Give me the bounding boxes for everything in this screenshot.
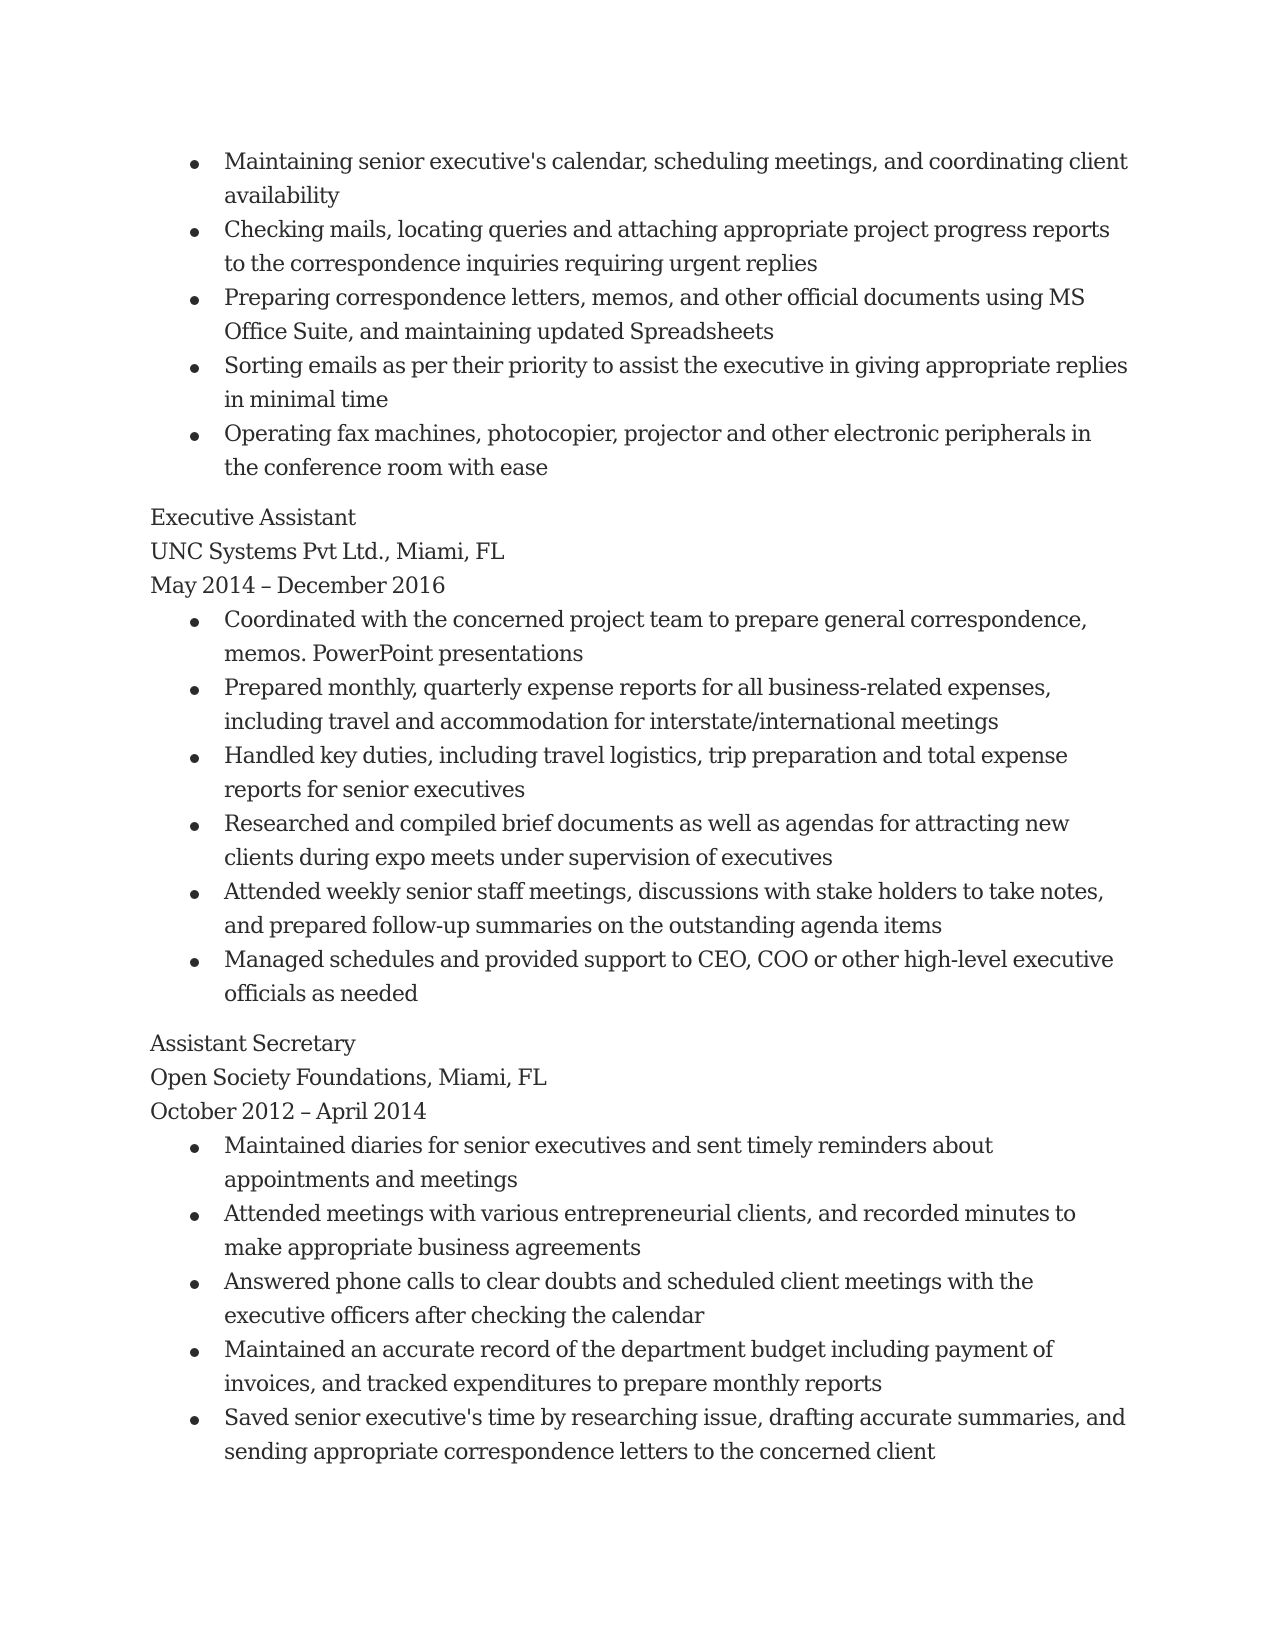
bullet-text: Managed schedules and provided support to CEO, COO or other high-level executive officials as needed: [224, 948, 1114, 1007]
intro-bullet-list: [150, 146, 1130, 486]
bullet-dot-icon: [190, 1212, 199, 1221]
bullet-item: [150, 944, 1130, 1012]
bullet-dot-icon: [190, 160, 199, 169]
job-title: Executive Assistant: [150, 506, 356, 531]
bullet-item: [150, 146, 1130, 214]
bullet-text: Researched and compiled brief documents as well as agendas for attracting new clients during expo meets under supervision of executives: [224, 812, 1070, 871]
bullet-item: [150, 1266, 1130, 1334]
bullet-text: Attended meetings with various entrepreneurial clients, and recorded minutes to make appropriate business agreements: [224, 1202, 1076, 1261]
bullet-item: [150, 1334, 1130, 1402]
bullet-dot-icon: [190, 1348, 199, 1357]
bullet-item: [150, 604, 1130, 672]
bullet-item: [150, 1402, 1130, 1470]
bullet-dot-icon: [190, 432, 199, 441]
bullet-dot-icon: [190, 1144, 199, 1153]
bullet-text: Handled key duties, including travel logistics, trip preparation and total expense reports for senior executives: [224, 744, 1068, 803]
bullet-text: Attended weekly senior staff meetings, discussions with stake holders to take notes, and prepared follow-up summaries on the outstanding agenda items: [224, 880, 1104, 939]
bullet-text: Maintained an accurate record of the department budget including payment of invoices, and tracked expenditures to prepare monthly reports: [224, 1338, 1053, 1397]
bullet-text: Preparing correspondence letters, memos, and other official documents using MS Office Suite, and maintaining updated Spreadsheets: [224, 286, 1085, 345]
bullet-text: Maintaining senior executive's calendar, scheduling meetings, and coordinating client availability: [224, 150, 1128, 209]
bullet-dot-icon: [190, 364, 199, 373]
bullet-text: Maintained diaries for senior executives and sent timely reminders about appointments and meetings: [224, 1134, 993, 1193]
job-entry-assistant-secretary: [150, 1028, 1130, 1470]
bullet-item: [150, 1130, 1130, 1198]
bullet-item: [150, 740, 1130, 808]
bullet-dot-icon: [190, 1280, 199, 1289]
bullet-item: [150, 876, 1130, 944]
job-company: UNC Systems Pvt Ltd., Miami, FL: [150, 540, 504, 565]
job-dates: May 2014 – December 2016: [150, 574, 446, 599]
bullet-dot-icon: [190, 686, 199, 695]
job-dates: October 2012 – April 2014: [150, 1100, 427, 1125]
job-bullet-list: [150, 1130, 1130, 1470]
resume-experience-section: [150, 146, 1130, 1470]
bullet-dot-icon: [190, 228, 199, 237]
bullet-dot-icon: [190, 822, 199, 831]
bullet-dot-icon: [190, 754, 199, 763]
bullet-item: [150, 1198, 1130, 1266]
bullet-item: [150, 808, 1130, 876]
bullet-item: [150, 282, 1130, 350]
bullet-item: [150, 350, 1130, 418]
bullet-dot-icon: [190, 890, 199, 899]
bullet-text: Answered phone calls to clear doubts and scheduled client meetings with the executive officers after checking the calendar: [224, 1270, 1034, 1329]
job-title: Assistant Secretary: [150, 1032, 356, 1057]
bullet-text: Prepared monthly, quarterly expense reports for all business-related expenses, including travel and accommodation for interstate/international meetings: [224, 676, 1052, 735]
bullet-dot-icon: [190, 958, 199, 967]
bullet-item: [150, 214, 1130, 282]
job-entry-executive-assistant: [150, 502, 1130, 1012]
bullet-text: Sorting emails as per their priority to assist the executive in giving appropriate replies in minimal time: [224, 354, 1128, 413]
job-bullet-list: [150, 604, 1130, 1012]
bullet-item: [150, 418, 1130, 486]
bullet-dot-icon: [190, 296, 199, 305]
bullet-dot-icon: [190, 618, 199, 627]
bullet-text: Operating fax machines, photocopier, projector and other electronic peripherals in the conference room with ease: [224, 422, 1092, 481]
bullet-text: Coordinated with the concerned project team to prepare general correspondence, memos. PowerPoint presentations: [224, 608, 1088, 667]
bullet-item: [150, 672, 1130, 740]
bullet-text: Saved senior executive's time by researching issue, drafting accurate summaries, and sending appropriate correspondence letters to the concerned client: [224, 1406, 1126, 1465]
bullet-text: Checking mails, locating queries and attaching appropriate project progress reports to the correspondence inquiries requiring urgent replies: [224, 218, 1110, 277]
job-company: Open Society Foundations, Miami, FL: [150, 1066, 547, 1091]
bullet-dot-icon: [190, 1416, 199, 1425]
